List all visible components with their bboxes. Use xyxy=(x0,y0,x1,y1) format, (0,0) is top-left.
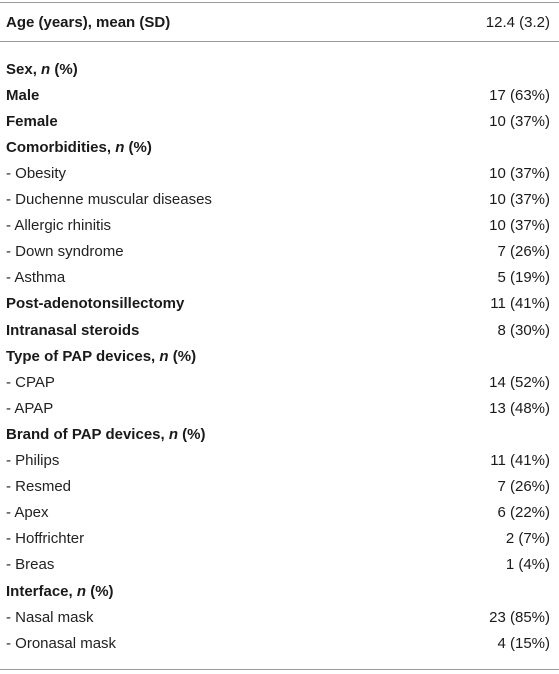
header-row xyxy=(0,9,559,35)
subrow-label: - Allergic rhinitis xyxy=(6,217,112,235)
subrow-label: - CPAP xyxy=(6,373,55,391)
section-label-tail: (%) xyxy=(50,60,78,78)
table-row xyxy=(0,160,559,186)
section-label-main: Interface, xyxy=(6,582,77,600)
section-label-main: Brand of PAP devices, xyxy=(6,425,169,443)
section-row xyxy=(0,343,559,369)
subrow-label: - Down syndrome xyxy=(6,243,124,261)
row-label: Intranasal steroids xyxy=(6,321,140,339)
section-label-main: Type of PAP devices, xyxy=(6,347,160,365)
section-label xyxy=(0,61,78,78)
table-row xyxy=(0,187,559,213)
row-value: 1 (4%) xyxy=(505,556,550,574)
row-value: 11 (41%) xyxy=(490,452,550,469)
table-row xyxy=(0,474,559,500)
table-row xyxy=(0,239,559,265)
subrow-label: - APAP xyxy=(6,399,54,417)
subrow-label: - Philips xyxy=(6,452,60,469)
row-label: Post-adenotonsillectomy xyxy=(6,295,185,313)
section-row xyxy=(0,56,559,82)
subrow-label: - Duchenne muscular diseases xyxy=(6,191,212,208)
header-label: Age (years), mean (SD) xyxy=(6,13,171,31)
section-label-main: Sex, xyxy=(6,60,42,78)
table-row xyxy=(0,448,559,474)
subrow-label: - Oronasal mask xyxy=(6,634,117,652)
row-value: 11 (41%) xyxy=(490,295,550,313)
table-top-rule xyxy=(0,2,559,3)
table-row xyxy=(0,82,559,108)
table-row xyxy=(0,604,559,630)
header-divider xyxy=(0,41,559,42)
row-value: 7 (26%) xyxy=(497,243,550,261)
row-value: 6 (22%) xyxy=(497,504,550,522)
subrow-label: - Breas xyxy=(6,556,55,574)
subrow-label: - Apex xyxy=(6,504,49,522)
table-row xyxy=(0,369,559,395)
table-row xyxy=(0,265,559,291)
section-label xyxy=(0,348,196,365)
section-label-n: n xyxy=(76,582,87,600)
row-value: 23 (85%) xyxy=(489,608,550,626)
subrow-label: - Resmed xyxy=(6,478,72,496)
section-label-tail: (%) xyxy=(168,347,197,365)
section-row xyxy=(0,421,559,447)
row-label: Male xyxy=(6,86,40,104)
row-value: 2 (7%) xyxy=(505,530,550,548)
subrow-label: - Nasal mask xyxy=(6,608,94,626)
section-row xyxy=(0,578,559,604)
subrow-label: - Asthma xyxy=(6,269,66,287)
row-value: 8 (30%) xyxy=(497,321,550,339)
section-label xyxy=(0,139,152,156)
section-label xyxy=(0,426,206,443)
row-value: 13 (48%) xyxy=(489,399,550,417)
table-row xyxy=(0,500,559,526)
row-value: 5 (19%) xyxy=(497,269,550,287)
table-row xyxy=(0,108,559,134)
row-value: 4 (15%) xyxy=(497,634,550,652)
section-label-main: Comorbidities, xyxy=(6,138,116,156)
table-row xyxy=(0,317,559,343)
table-row xyxy=(0,526,559,552)
row-value: 14 (52%) xyxy=(489,373,550,391)
row-value: 10 (37%) xyxy=(489,112,550,130)
table-row xyxy=(0,291,559,317)
section-label-tail: (%) xyxy=(86,582,114,600)
table-bottom-rule xyxy=(0,669,559,670)
row-value: 7 (26%) xyxy=(497,478,550,496)
table-row xyxy=(0,552,559,578)
row-value: 10 (37%) xyxy=(489,217,550,235)
row-label: Female xyxy=(6,112,58,130)
section-label-n: n xyxy=(41,60,51,78)
section-label-tail: (%) xyxy=(124,138,152,156)
header-value: 12.4 (3.2) xyxy=(485,13,550,31)
table-row xyxy=(0,630,559,656)
table-row xyxy=(0,395,559,421)
subrow-label: - Hoffrichter xyxy=(6,530,85,548)
section-label-n: n xyxy=(159,347,169,365)
row-value: 10 (37%) xyxy=(489,164,550,182)
table-row xyxy=(0,213,559,239)
subrow-label: - Obesity xyxy=(6,164,67,182)
section-label-n: n xyxy=(168,425,179,443)
row-value: 17 (63%) xyxy=(489,86,550,104)
row-value: 10 (37%) xyxy=(489,191,550,208)
section-label-n: n xyxy=(115,138,125,156)
section-label xyxy=(0,583,114,600)
section-row xyxy=(0,134,559,160)
section-label-tail: (%) xyxy=(178,425,206,443)
